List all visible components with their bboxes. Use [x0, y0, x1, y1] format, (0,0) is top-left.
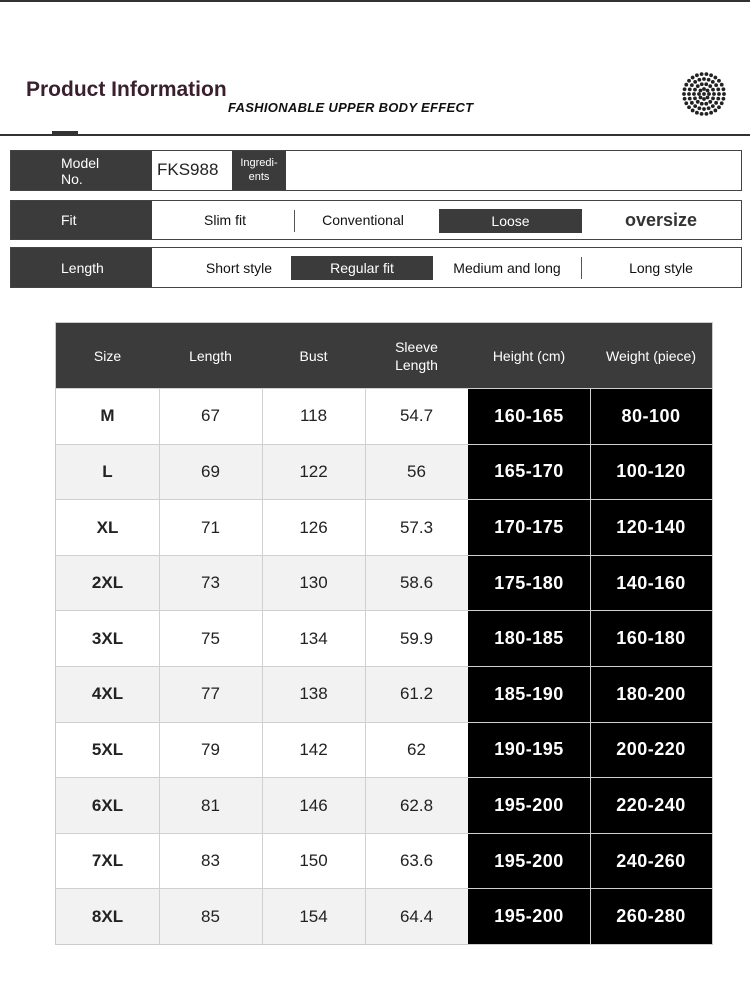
fit-label-text: Fit — [61, 212, 77, 228]
column-divider — [365, 611, 366, 666]
fit-option-conventional: Conventional — [322, 212, 404, 228]
column-divider — [365, 556, 366, 611]
cell-length: 83 — [201, 851, 220, 871]
cell-sleeve-length: 63.6 — [399, 851, 434, 871]
cell-height: 165-170 — [468, 445, 590, 500]
fit-option-loose: Loose — [439, 209, 582, 233]
cell-size: 8XL — [91, 906, 124, 926]
header-weight: Weight (piece) — [605, 347, 696, 364]
column-divider — [262, 445, 263, 500]
column-divider — [262, 889, 263, 944]
cell-height: 185-190 — [468, 667, 590, 722]
column-divider — [159, 445, 160, 500]
length-label — [11, 248, 152, 287]
cell-size: 7XL — [91, 851, 124, 871]
cell-weight: 180-200 — [590, 667, 712, 722]
column-divider — [262, 667, 263, 722]
cell-weight: 160-180 — [590, 611, 712, 666]
cell-bust: 146 — [299, 795, 328, 815]
length-option-regular: Regular fit — [291, 256, 433, 280]
cell-length: 75 — [201, 628, 220, 648]
cell-weight: 240-260 — [590, 834, 712, 889]
table-row — [56, 388, 712, 444]
table-row — [56, 555, 712, 611]
column-divider — [365, 834, 366, 889]
column-divider — [262, 723, 263, 778]
column-divider — [590, 723, 591, 778]
column-divider — [159, 389, 160, 444]
cell-size: M — [100, 406, 115, 426]
column-divider — [365, 667, 366, 722]
cell-weight: 140-160 — [590, 556, 712, 611]
length-option-short: Short style — [205, 259, 273, 276]
cell-sleeve-length: 62.8 — [399, 795, 434, 815]
cell-height: 190-195 — [468, 723, 590, 778]
cell-length: 73 — [201, 573, 220, 593]
header-divider — [0, 134, 750, 136]
column-divider — [590, 556, 591, 611]
cell-length: 79 — [201, 739, 220, 759]
fit-option-slim: Slim fit — [204, 212, 246, 228]
cell-height: 195-200 — [468, 834, 590, 889]
column-divider — [590, 500, 591, 555]
fit-option-oversize: oversize — [624, 209, 698, 230]
column-divider — [590, 445, 591, 500]
column-divider — [590, 834, 591, 889]
size-table — [55, 322, 713, 945]
cell-length: 69 — [201, 461, 220, 481]
cell-bust: 118 — [299, 406, 328, 426]
ingredients-line1: Ingredi- — [240, 157, 278, 169]
cell-height: 160-165 — [468, 389, 590, 444]
model-label-line2: No. — [61, 170, 83, 187]
header-accent — [52, 131, 78, 134]
cell-bust: 134 — [299, 628, 328, 648]
cell-weight: 260-280 — [590, 889, 712, 944]
ingredients-label — [232, 151, 286, 190]
column-divider — [159, 889, 160, 944]
cell-sleeve-length: 59.9 — [399, 628, 434, 648]
column-divider — [159, 611, 160, 666]
table-row — [56, 833, 712, 889]
cell-sleeve-length: 54.7 — [399, 406, 434, 426]
ingredients-line2: ents — [248, 171, 270, 183]
column-divider — [365, 389, 366, 444]
column-divider — [159, 667, 160, 722]
table-row — [56, 666, 712, 722]
cell-bust: 138 — [299, 684, 328, 704]
column-divider — [365, 500, 366, 555]
fit-label — [11, 201, 152, 239]
cell-length: 67 — [201, 406, 220, 426]
column-divider — [365, 445, 366, 500]
column-divider — [590, 611, 591, 666]
column-divider — [262, 500, 263, 555]
cell-bust: 130 — [299, 573, 328, 593]
cell-size: 5XL — [91, 739, 124, 759]
cell-length: 71 — [201, 517, 220, 537]
table-row — [56, 888, 712, 944]
cell-length: 77 — [201, 684, 220, 704]
column-divider — [159, 500, 160, 555]
column-divider — [262, 611, 263, 666]
table-row — [56, 610, 712, 666]
cell-bust: 150 — [299, 851, 328, 871]
table-header — [56, 323, 712, 388]
length-row — [10, 247, 742, 288]
header-bust: Bust — [299, 347, 328, 364]
cell-bust: 154 — [299, 906, 328, 926]
cell-weight: 80-100 — [590, 389, 712, 444]
cell-size: 6XL — [91, 795, 124, 815]
cell-length: 85 — [201, 906, 220, 926]
cell-height: 180-185 — [468, 611, 590, 666]
cell-weight: 220-240 — [590, 778, 712, 833]
cell-height: 175-180 — [468, 556, 590, 611]
cell-sleeve-length: 56 — [407, 461, 426, 481]
column-divider — [365, 778, 366, 833]
length-separator — [581, 257, 582, 279]
column-divider — [365, 723, 366, 778]
cell-height: 195-200 — [468, 889, 590, 944]
length-label-text: Length — [61, 259, 104, 276]
model-label-line1: Model — [61, 154, 100, 171]
header-length: Length — [189, 347, 232, 364]
column-divider — [262, 834, 263, 889]
column-divider — [590, 389, 591, 444]
table-row — [56, 499, 712, 555]
cell-sleeve-length: 62 — [407, 739, 426, 759]
cell-sleeve-length: 58.6 — [399, 573, 434, 593]
cell-size: 3XL — [91, 628, 124, 648]
column-divider — [159, 778, 160, 833]
column-divider — [590, 667, 591, 722]
cell-height: 195-200 — [468, 778, 590, 833]
table-row — [56, 444, 712, 500]
model-number: FKS988 — [157, 160, 219, 179]
column-divider — [590, 889, 591, 944]
cell-sleeve-length: 61.2 — [399, 684, 434, 704]
column-divider — [159, 723, 160, 778]
cell-sleeve-length: 57.3 — [399, 517, 434, 537]
fit-row — [10, 200, 742, 240]
column-divider — [262, 778, 263, 833]
cell-bust: 142 — [299, 739, 328, 759]
cell-sleeve-length: 64.4 — [399, 906, 434, 926]
length-option-long: Long style — [629, 259, 693, 276]
column-divider — [365, 889, 366, 944]
cell-size: 4XL — [91, 684, 124, 704]
cell-weight: 120-140 — [590, 500, 712, 555]
column-divider — [159, 834, 160, 889]
table-row — [56, 777, 712, 833]
cell-size: 2XL — [91, 573, 124, 593]
cell-weight: 100-120 — [590, 445, 712, 500]
column-divider — [262, 556, 263, 611]
table-row — [56, 722, 712, 778]
column-divider — [159, 556, 160, 611]
cell-bust: 122 — [299, 461, 328, 481]
top-rule — [0, 0, 750, 2]
model-label — [11, 151, 152, 190]
cell-weight: 200-220 — [590, 723, 712, 778]
length-option-medium-long: Medium and long — [453, 259, 561, 276]
column-divider — [262, 389, 263, 444]
cell-size: L — [102, 461, 113, 481]
header-height: Height (cm) — [492, 347, 566, 364]
page-subtitle: FASHIONABLE UPPER BODY EFFECT — [228, 100, 474, 115]
cell-length: 81 — [201, 795, 220, 815]
fit-separator — [294, 210, 295, 232]
dotted-circle-logo-icon — [682, 72, 726, 116]
column-divider — [590, 778, 591, 833]
model-row — [10, 150, 742, 191]
cell-height: 170-175 — [468, 500, 590, 555]
header-sleeve-length: Sleeve Length — [395, 338, 438, 373]
page-title: Product Information — [26, 78, 227, 101]
cell-size: XL — [96, 517, 119, 537]
header-size: Size — [93, 347, 122, 364]
cell-bust: 126 — [299, 517, 328, 537]
